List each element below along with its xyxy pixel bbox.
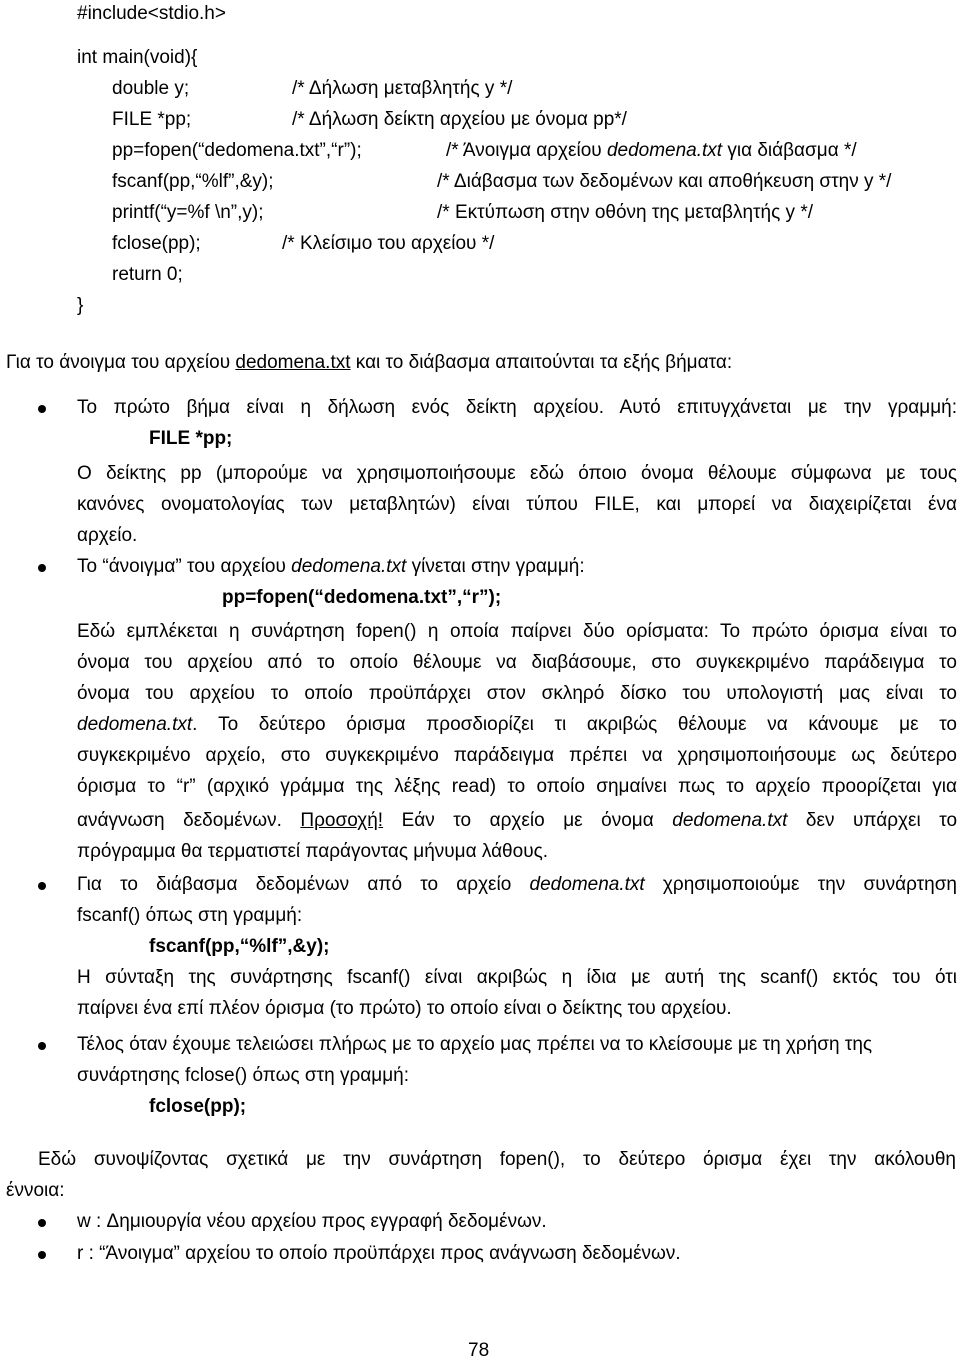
- intro-link: dedomena.txt: [235, 352, 351, 373]
- bullet-2-para-7: ανάγνωση δεδομένων. Προσοχή! Εάν το αρχείο με όνομα dedomena.txt δεν υπάρχει το: [77, 810, 958, 831]
- bullet-3-code: fscanf(pp,“%lf”,&y);: [149, 936, 330, 957]
- code-include: #include<stdio.h>: [77, 3, 226, 24]
- bullet-2-para-4: dedomena.txt. Το δεύτερο όρισμα προσδιορίζει τι ακριβώς θέλουμε να κάνουμε με το: [77, 714, 957, 735]
- code-main-signature: int main(void){: [77, 47, 198, 68]
- bullet-1-line-3: κανόνες ονοματολογίας των μεταβλητών) είναι τύπου FILE, και μπορεί να διαχειρίζεται ένα: [77, 494, 957, 515]
- code-line-7: return 0;: [112, 264, 183, 285]
- summary-line-1: Εδώ συνοψίζοντας σχετικά με την συνάρτηση fopen(), το δεύτερο όρισμα έχει την ακόλουθη: [38, 1149, 956, 1170]
- bullet-3-para-1: Η σύνταξη της συνάρτησης fscanf() είναι ακριβώς η ίδια με αυτή της scanf() εκτός του ότι: [77, 967, 957, 988]
- warning-label: Προσοχή!: [300, 810, 384, 831]
- code-line-3: pp=fopen(“dedomena.txt”,“r”);: [112, 140, 362, 161]
- bullet-4: [38, 1042, 46, 1050]
- bullet-4-line-2: συνάρτησης fclose() όπως στη γραμμή:: [77, 1065, 410, 1086]
- bullet-1-line-1: Το πρώτο βήμα είναι η δήλωση ενός δείκτη αρχείου. Αυτό επιτυγχάνεται με την γραμμή:: [77, 397, 957, 418]
- bullet-2-para-5: συγκεκριμένο αρχείο, στο συγκεκριμένο παράδειγμα πρέπει να χρησιμοποιήσουμε ως δεύτερο: [77, 745, 957, 766]
- bullet-2-para-2: όνομα του αρχείου από το οποίο θέλουμε να διαβάσουμε, στο συγκεκριμένο παράδειγμα το: [77, 652, 957, 673]
- code-comment-2: /* Δήλωση δείκτη αρχείου με όνομα pp*/: [292, 109, 627, 130]
- bullet-1-line-4: αρχείο.: [77, 525, 138, 546]
- code-comment-6: /* Κλείσιμο του αρχείου */: [282, 233, 495, 254]
- bullet-2-para-3: όνομα του αρχείου το οποίο προϋπάρχει στον σκληρό δίσκο του υπολογιστή μας είναι το: [77, 683, 957, 704]
- bullet-3-line-1: Για το διάβασμα δεδομένων από το αρχείο dedomena.txt χρησιμοποιούμε την συνάρτηση: [77, 874, 957, 895]
- code-comment-3: /* Άνοιγμα αρχείου dedomena.txt για διάβασμα */: [446, 140, 857, 161]
- bullet-1-code: FILE *pp;: [149, 428, 233, 449]
- mode-r: r : “Άνοιγμα” αρχείου το οποίο προϋπάρχει προς ανάγνωση δεδομένων.: [77, 1243, 681, 1264]
- bullet-2-code: pp=fopen(“dedomena.txt”,“r”);: [222, 587, 502, 608]
- code-line-5: printf(“y=%f \n”,y);: [112, 202, 264, 223]
- mode-bullet-r: [38, 1251, 46, 1259]
- code-line-2: FILE *pp;: [112, 109, 192, 130]
- bullet-3: [38, 882, 46, 890]
- bullet-3-line-2: fscanf() όπως στη γραμμή:: [77, 905, 303, 926]
- bullet-3-para-2: παίρνει ένα επί πλέον όρισμα (το πρώτο) το οποίο είναι ο δείκτης του αρχείου.: [77, 998, 732, 1019]
- mode-bullet-w: [38, 1219, 46, 1227]
- bullet-2-para-1: Εδώ εμπλέκεται η συνάρτηση fopen() η οποία παίρνει δύο ορίσματα: Το πρώτο όρισμα είναι το: [77, 621, 957, 642]
- code-line-6: fclose(pp);: [112, 233, 201, 254]
- mode-w: w : Δημιουργία νέου αρχείου προς εγγραφή δεδομένων.: [77, 1211, 547, 1232]
- summary-line-2: έννοια:: [6, 1180, 65, 1201]
- code-comment-4: /* Διάβασμα των δεδομένων και αποθήκευση στην y */: [437, 171, 892, 192]
- code-line-4: fscanf(pp,“%lf”,&y);: [112, 171, 274, 192]
- code-line-1: double y;: [112, 78, 190, 99]
- bullet-2-para-6: όρισμα το “r” (αρχικό γράμμα της λέξης read) το οποίο σημαίνει πως το αρχείο προορίζεται για: [77, 776, 957, 797]
- bullet-2-para-8: πρόγραμμα θα τερματιστεί παράγοντας μήνυμα λάθους.: [77, 841, 549, 862]
- bullet-2: [38, 564, 46, 572]
- intro-paragraph: Για το άνοιγμα του αρχείου dedomena.txt και το διάβασμα απαιτούνται τα εξής βήματα:: [6, 352, 733, 373]
- code-comment-5: /* Εκτύπωση στην οθόνη της μεταβλητής y */: [437, 202, 813, 223]
- bullet-4-code: fclose(pp);: [149, 1096, 247, 1117]
- code-close-brace: }: [77, 295, 84, 316]
- page-number: 78: [468, 1340, 490, 1361]
- bullet-4-line-1: Τέλος όταν έχουμε τελειώσει πλήρως με το αρχείο μας πρέπει να το κλείσουμε με τη χρήση της: [77, 1034, 873, 1055]
- bullet-1-line-2: Ο δείκτης pp (μπορούμε να χρησιμοποιήσουμε εδώ όποιο όνομα θέλουμε σύμφωνα με τους: [77, 463, 957, 484]
- bullet-2-line-1: Το “άνοιγμα” του αρχείου dedomena.txt γίνεται στην γραμμή:: [77, 556, 585, 577]
- code-comment-1: /* Δήλωση μεταβλητής y */: [292, 78, 513, 99]
- bullet-1: [38, 405, 46, 413]
